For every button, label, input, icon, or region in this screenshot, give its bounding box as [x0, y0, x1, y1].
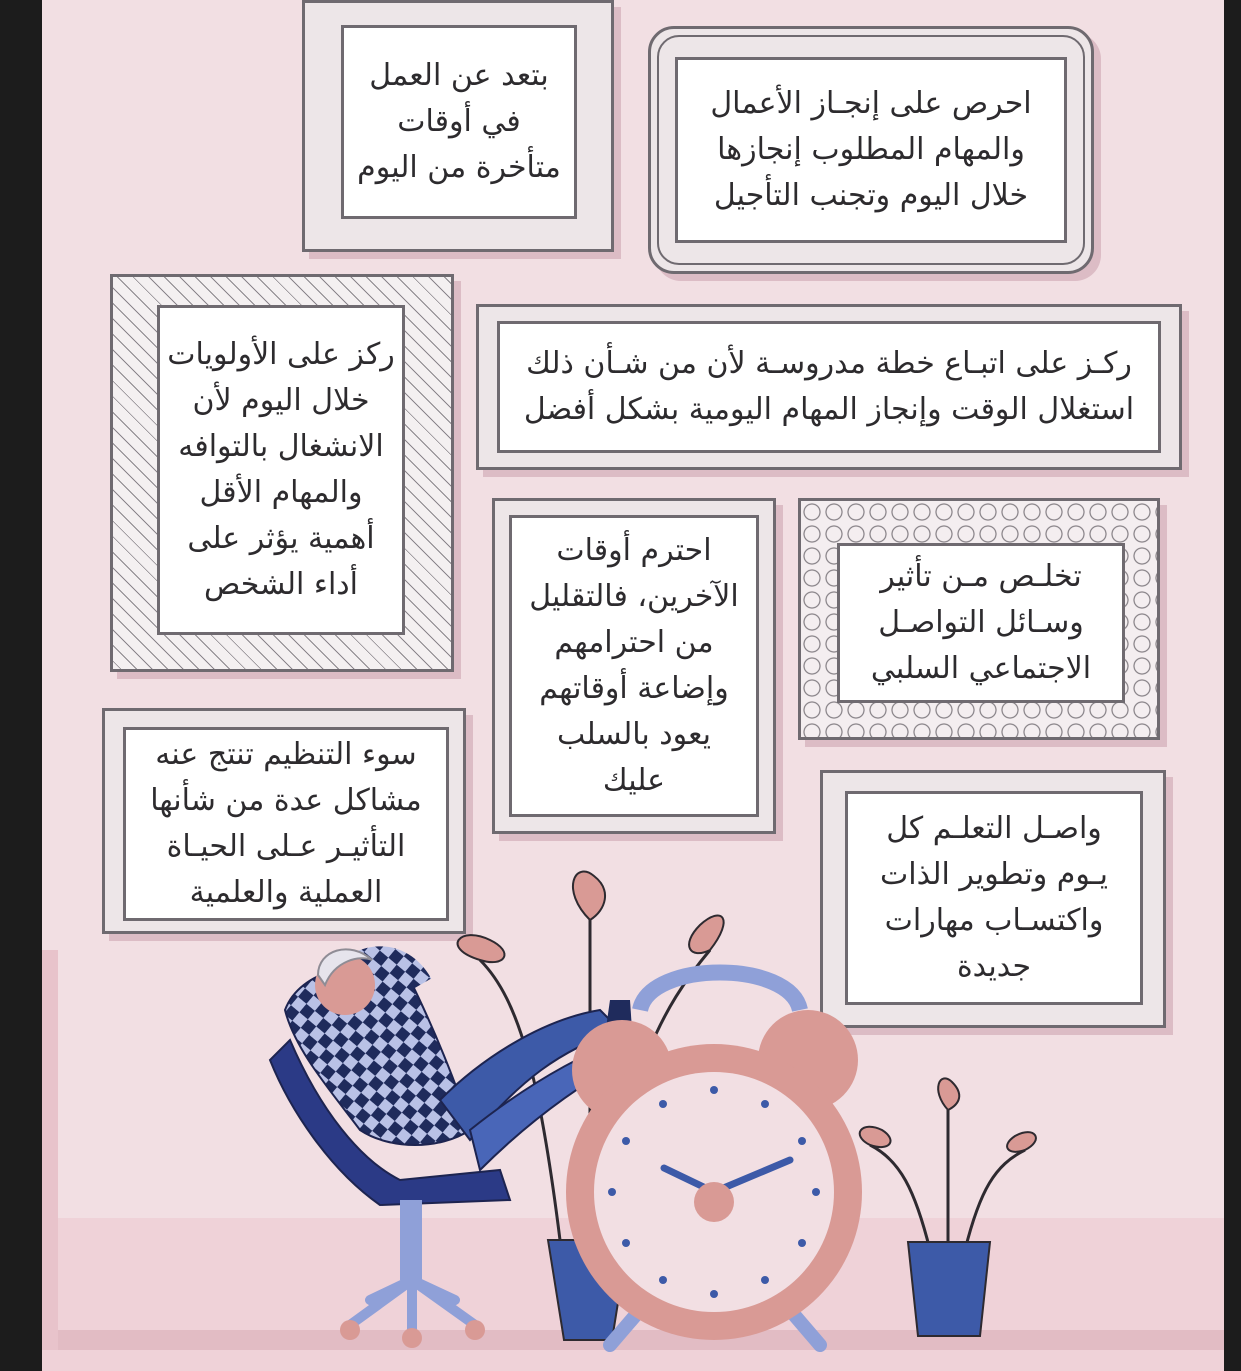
- tip-respect-others-time: احترم أوقات الآخرين، فالتقليل من احترامهم وإضاعة أوقاتهم يعود بالسلب عليك: [529, 533, 739, 798]
- frame-keep-learning-panel: [845, 791, 1143, 1005]
- frame-social-media-panel: [837, 543, 1125, 703]
- frame-late-work-panel: [341, 25, 577, 219]
- frame-social-media: [798, 498, 1160, 740]
- frame-priorities-panel: [157, 305, 405, 635]
- tip-poor-organization: سوء التنظيم تنتج عنه مشاكل عدة من شأنها التأثيـر عـلى الحيـاة العملية والعلمية: [150, 737, 422, 910]
- frame-respect-time-panel: [509, 515, 759, 817]
- frame-finish-tasks-panel: [675, 57, 1067, 243]
- tip-follow-plan: ركـز على اتبـاع خطة مدروسـة لأن من شـأن ذلك استغلال الوقت وإنجاز المهام اليومية بشكل أفضل: [523, 346, 1135, 427]
- tip-avoid-late-work: بتعد عن العمل في أوقات متأخرة من اليوم: [357, 58, 561, 185]
- frame-late-work: [302, 0, 614, 252]
- frame-plan: [476, 304, 1182, 470]
- frame-organization: [102, 708, 466, 934]
- frame-organization-panel: [123, 727, 449, 921]
- frame-priorities: [110, 274, 454, 672]
- tip-avoid-social-media: تخلـص مـن تأثير وسـائل التواصـل الاجتماعي السلبي: [870, 559, 1092, 686]
- frame-plan-panel: [497, 321, 1161, 453]
- tip-finish-tasks: احرص على إنجـاز الأعمال والمهام المطلوب إنجازها خلال اليوم وتجنب التأجيل: [710, 86, 1032, 213]
- frame-respect-time: [492, 498, 776, 834]
- tip-keep-learning: واصـل التعلـم كل يـوم وتطوير الذات واكتسـاب مهارات جديدة: [880, 811, 1108, 984]
- frame-keep-learning: [820, 770, 1166, 1028]
- tip-focus-priorities: ركز على الأولويات خلال اليوم لأن الانشغال بالتوافه والمهام الأقل أهمية يؤثر على أداء الشخص: [167, 337, 395, 602]
- frame-finish-tasks: [648, 26, 1094, 274]
